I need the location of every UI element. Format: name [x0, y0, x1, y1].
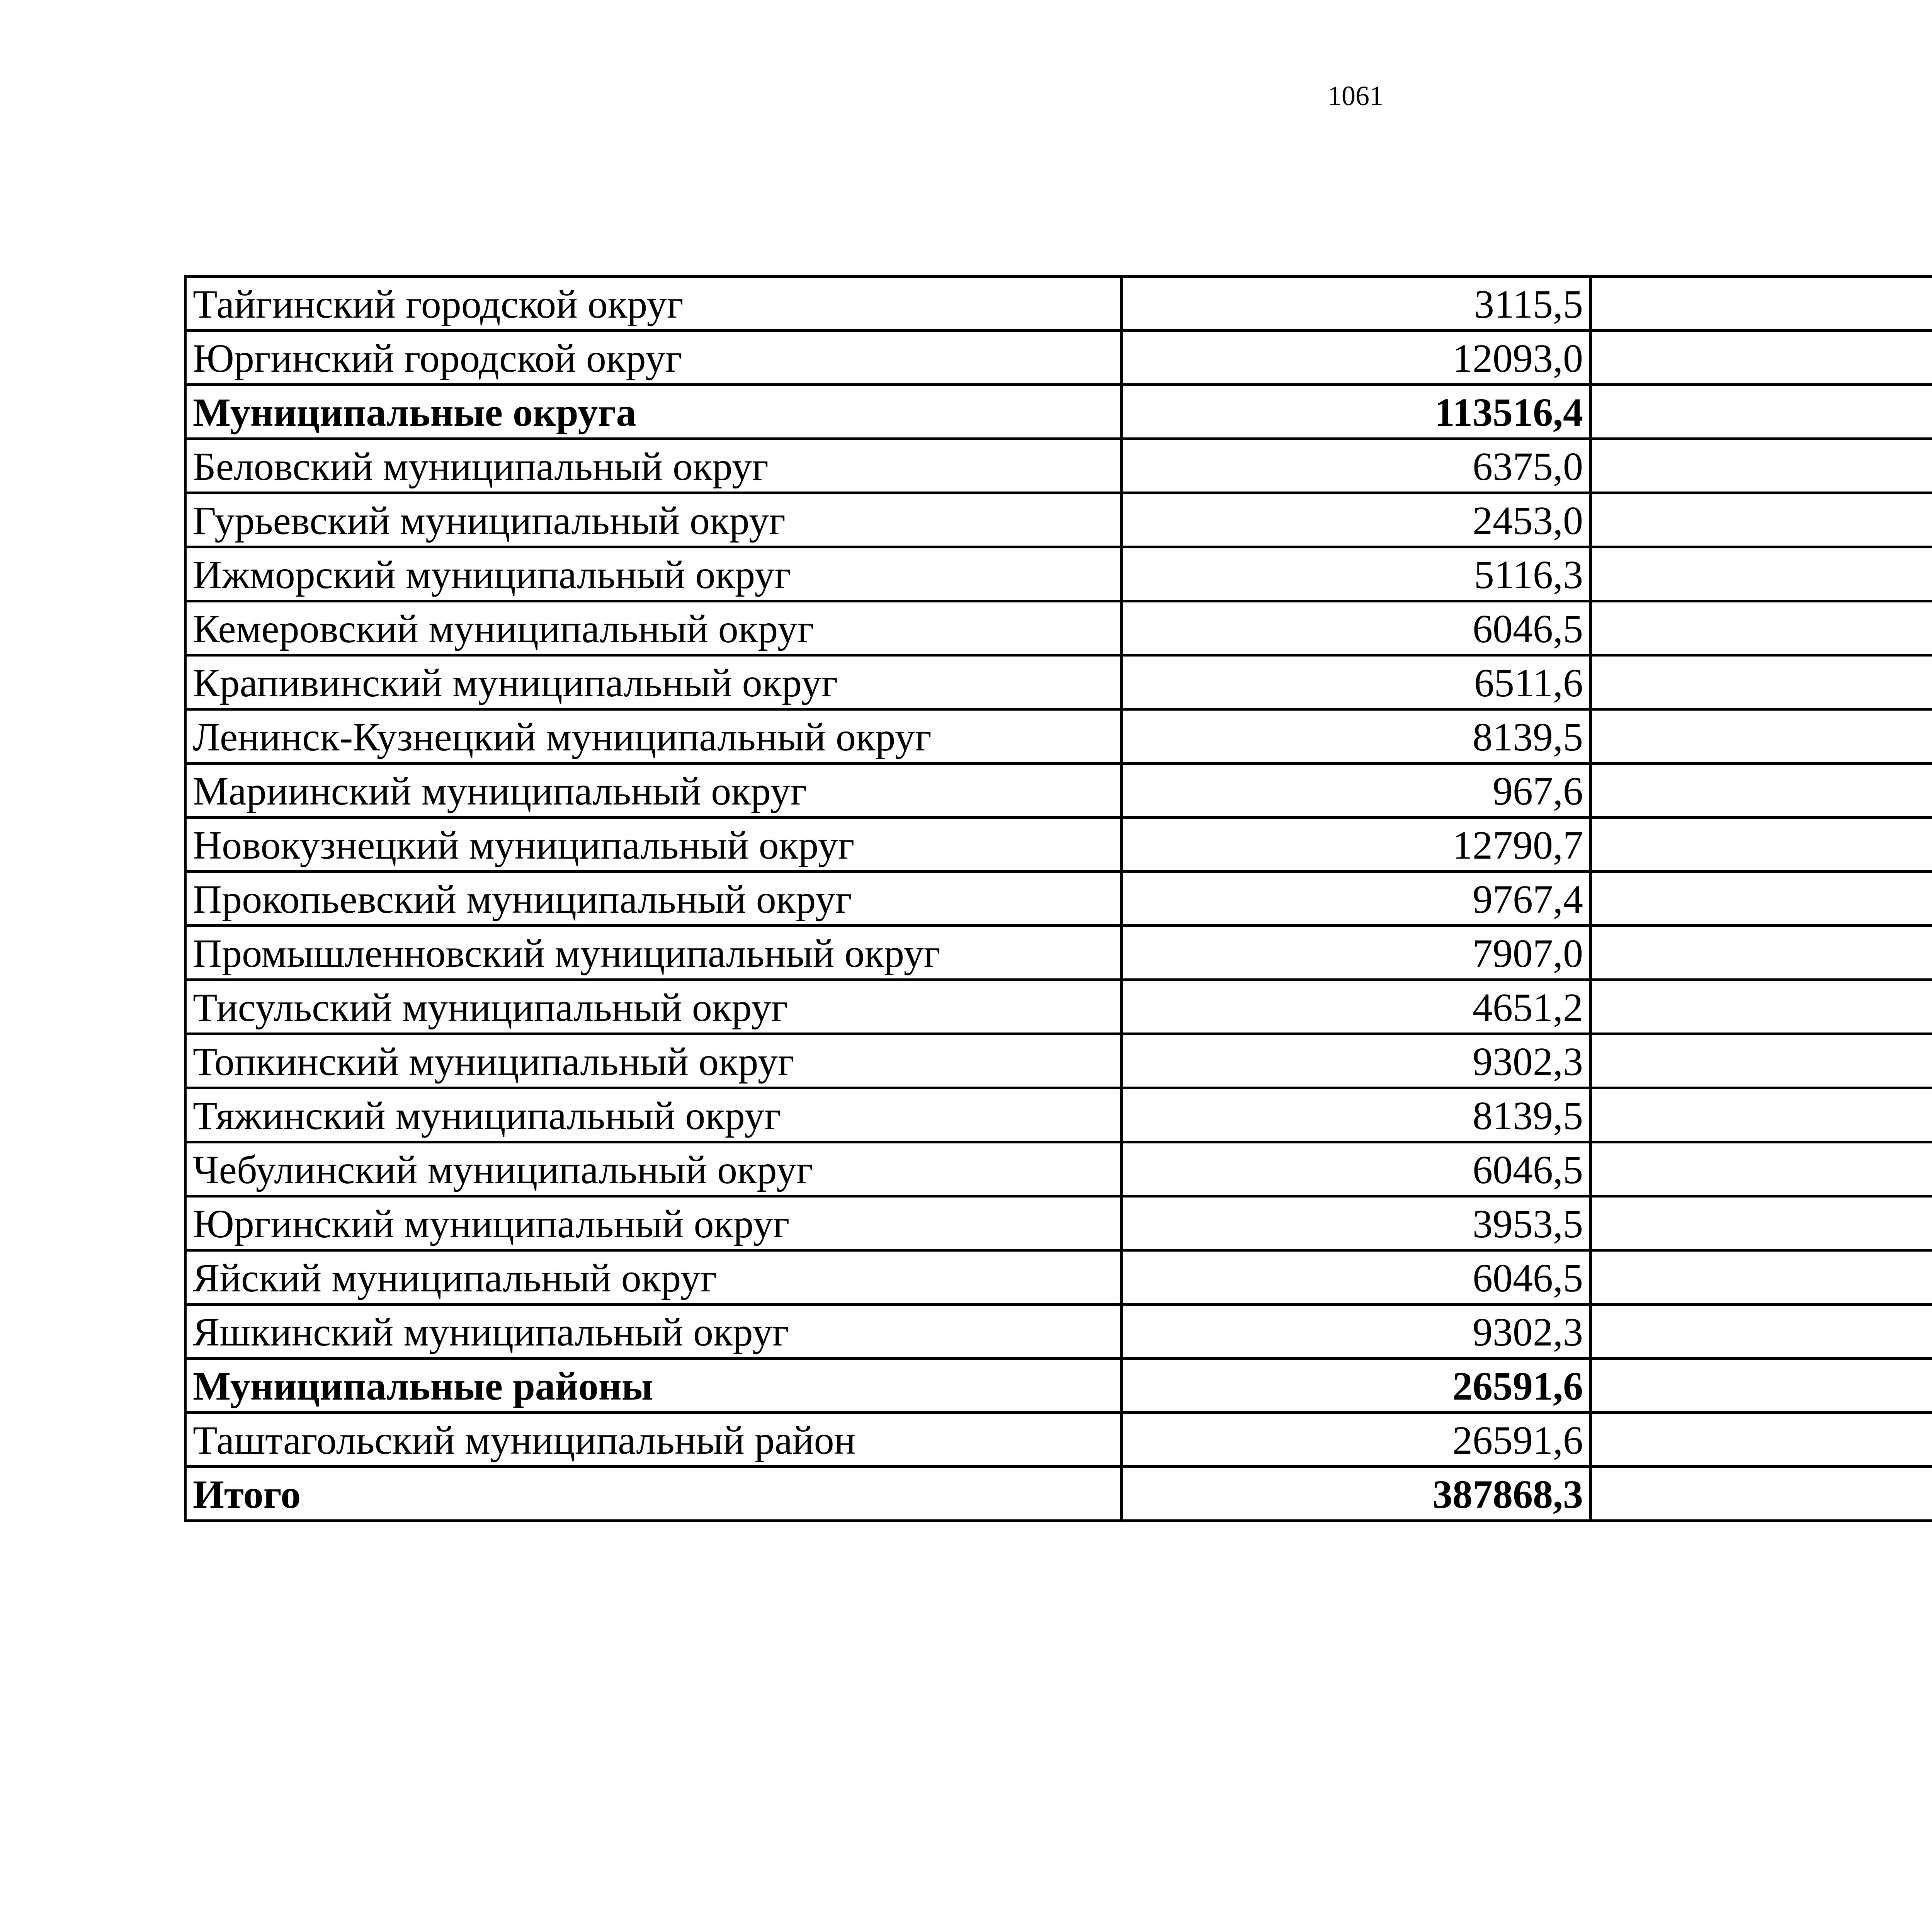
table-row — [185, 926, 1932, 980]
row-value-2-cell — [1591, 1034, 1932, 1088]
row-name-cell: Ленинск-Кузнецкий муниципальный округ — [185, 709, 1122, 764]
row-name-cell: Чебулинский муниципальный округ — [185, 1142, 1122, 1196]
row-name-cell: Итого — [185, 1467, 1122, 1521]
row-value-1-cell: 9767,4 — [1122, 872, 1591, 926]
table-row — [185, 547, 1932, 601]
row-value-2-cell — [1591, 1088, 1932, 1142]
row-name-cell: Промышленновский муниципальный округ — [185, 926, 1122, 980]
row-value-1-cell: 12093,0 — [1122, 331, 1591, 385]
row-value-2-cell — [1591, 1196, 1932, 1250]
row-name-cell: Ижморский муниципальный округ — [185, 547, 1122, 601]
row-value-1-cell: 2453,0 — [1122, 493, 1591, 547]
table-row — [185, 1196, 1932, 1250]
row-value-2-cell — [1591, 872, 1932, 926]
table-row — [185, 1413, 1932, 1467]
table-row — [185, 601, 1932, 655]
row-value-2-cell — [1591, 1467, 1932, 1521]
row-value-1-cell: 26591,6 — [1122, 1359, 1591, 1413]
row-value-1-cell: 4651,2 — [1122, 980, 1591, 1034]
row-value-2-cell — [1591, 655, 1932, 709]
table-row — [185, 655, 1932, 709]
row-value-2-cell — [1591, 764, 1932, 818]
table-body — [185, 277, 1932, 1521]
row-value-1-cell: 967,6 — [1122, 764, 1591, 818]
row-value-1-cell: 6046,5 — [1122, 1142, 1591, 1196]
row-value-2-cell — [1591, 709, 1932, 764]
row-name-cell: Гурьевский муниципальный округ — [185, 493, 1122, 547]
table-row — [185, 1250, 1932, 1305]
table-row — [185, 709, 1932, 764]
row-value-1-cell: 3953,5 — [1122, 1196, 1591, 1250]
row-name-cell: Яйский муниципальный округ — [185, 1250, 1122, 1305]
row-value-1-cell: 12790,7 — [1122, 818, 1591, 872]
table-row — [185, 439, 1932, 493]
table-row — [185, 277, 1932, 331]
table-row — [185, 872, 1932, 926]
table-row-total — [185, 385, 1932, 439]
row-value-2-cell — [1591, 980, 1932, 1034]
row-name-cell: Тайгинский городской округ — [185, 277, 1122, 331]
row-value-2-cell — [1591, 1250, 1932, 1305]
row-value-2-cell — [1591, 277, 1932, 331]
row-name-cell: Яшкинский муниципальный округ — [185, 1305, 1122, 1359]
row-value-1-cell: 8139,5 — [1122, 1088, 1591, 1142]
budget-table — [184, 275, 1932, 1522]
row-value-2-cell — [1591, 385, 1932, 439]
row-name-cell: Новокузнецкий муниципальный округ — [185, 818, 1122, 872]
row-name-cell: Муниципальные районы — [185, 1359, 1122, 1413]
table-row — [185, 1034, 1932, 1088]
row-value-2-cell — [1591, 1413, 1932, 1467]
row-name-cell: Мариинский муниципальный округ — [185, 764, 1122, 818]
row-value-2-cell — [1591, 926, 1932, 980]
table-row — [185, 1088, 1932, 1142]
row-value-1-cell: 9302,3 — [1122, 1305, 1591, 1359]
table-row-total — [185, 1467, 1932, 1521]
row-value-2-cell — [1591, 1142, 1932, 1196]
row-value-1-cell: 9302,3 — [1122, 1034, 1591, 1088]
table-row — [185, 980, 1932, 1034]
table-row-total — [185, 1359, 1932, 1413]
row-value-1-cell: 5116,3 — [1122, 547, 1591, 601]
row-name-cell: Тяжинский муниципальный округ — [185, 1088, 1122, 1142]
page-number: 1061 — [1328, 80, 1383, 111]
row-value-1-cell: 3115,5 — [1122, 277, 1591, 331]
row-name-cell: Кемеровский муниципальный округ — [185, 601, 1122, 655]
row-name-cell: Топкинский муниципальный округ — [185, 1034, 1122, 1088]
row-value-1-cell: 6375,0 — [1122, 439, 1591, 493]
row-name-cell: Крапивинский муниципальный округ — [185, 655, 1122, 709]
row-value-1-cell: 26591,6 — [1122, 1413, 1591, 1467]
row-value-1-cell: 6046,5 — [1122, 1250, 1591, 1305]
row-value-1-cell: 6511,6 — [1122, 655, 1591, 709]
row-name-cell: Тисульский муниципальный округ — [185, 980, 1122, 1034]
row-value-2-cell — [1591, 1305, 1932, 1359]
table-row — [185, 493, 1932, 547]
row-value-2-cell — [1591, 601, 1932, 655]
row-name-cell: Муниципальные округа — [185, 385, 1122, 439]
row-value-1-cell: 387868,3 — [1122, 1467, 1591, 1521]
table-row — [185, 1142, 1932, 1196]
table-row — [185, 331, 1932, 385]
row-value-2-cell — [1591, 493, 1932, 547]
row-value-1-cell: 6046,5 — [1122, 601, 1591, 655]
row-name-cell: Беловский муниципальный округ — [185, 439, 1122, 493]
row-value-2-cell — [1591, 1359, 1932, 1413]
row-name-cell: Прокопьевский муниципальный округ — [185, 872, 1122, 926]
table-row — [185, 764, 1932, 818]
row-name-cell: Таштагольский муниципальный район — [185, 1413, 1122, 1467]
row-name-cell: Юргинский городской округ — [185, 331, 1122, 385]
table-row — [185, 818, 1932, 872]
row-value-1-cell: 113516,4 — [1122, 385, 1591, 439]
row-value-2-cell — [1591, 439, 1932, 493]
table-row — [185, 1305, 1932, 1359]
row-value-2-cell — [1591, 547, 1932, 601]
row-name-cell: Юргинский муниципальный округ — [185, 1196, 1122, 1250]
row-value-2-cell — [1591, 331, 1932, 385]
row-value-2-cell — [1591, 818, 1932, 872]
row-value-1-cell: 7907,0 — [1122, 926, 1591, 980]
row-value-1-cell: 8139,5 — [1122, 709, 1591, 764]
